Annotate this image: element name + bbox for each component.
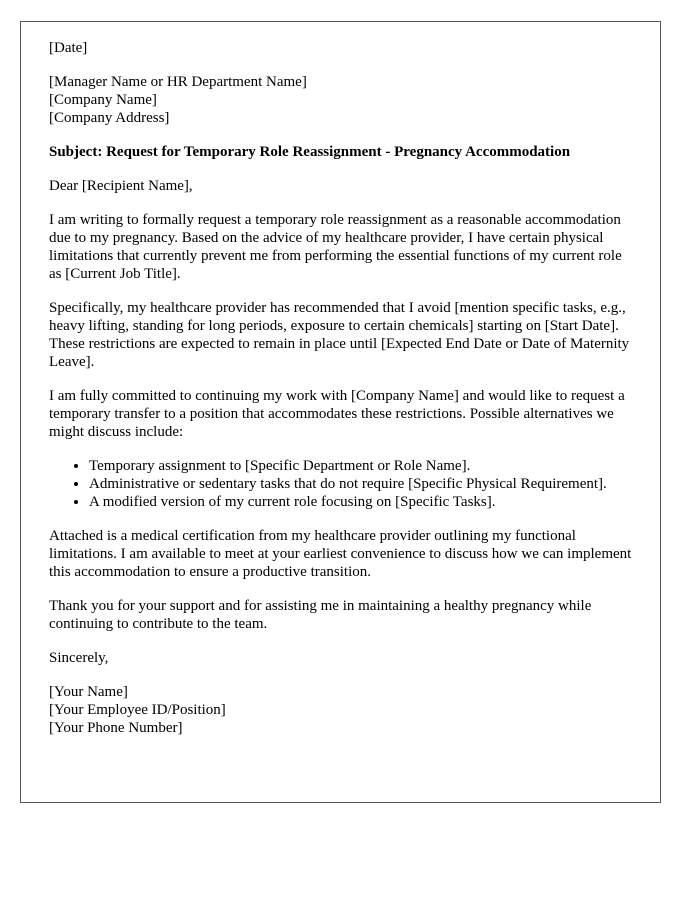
body-paragraph: Specifically, my healthcare provider has recommended that I avoid [mention specific tasks, e.g., heavy lifting, standing for long periods, exposure to certain chemicals] starting on [Start Date]. These restrictions are expected to remain in place until [Expected End Date or Date of Maternity Leave]. (49, 300, 630, 370)
employee-id: [Your Employee ID/Position] (49, 702, 226, 718)
recipient-block (49, 73, 632, 127)
company-name: [Company Name] (49, 92, 157, 108)
recipient-name: [Manager Name or HR Department Name] (49, 74, 307, 90)
subject-line: Subject: Request for Temporary Role Reassignment - Pregnancy Accommodation (49, 144, 571, 160)
list-item: • Administrative or sedentary tasks that do not require [Specific Physical Requirement]. (89, 475, 632, 493)
phone-number: [Your Phone Number] (49, 720, 183, 736)
body-paragraph: Attached is a medical certification from my healthcare provider outlining my functional limitations. I am available to meet at your earliest convenience to discuss how we can implement this accommodation to ensure a productive transition. (49, 528, 632, 580)
alternatives-list (49, 457, 632, 511)
signoff: Sincerely, (49, 650, 109, 666)
date: [Date] (49, 40, 88, 56)
company-address: [Company Address] (49, 110, 170, 126)
letter (20, 21, 661, 803)
list-item: • A modified version of my current role focusing on [Specific Tasks]. (89, 493, 632, 511)
body-paragraph: Thank you for your support and for assisting me in maintaining a healthy pregnancy while continuing to contribute to the team. (49, 598, 592, 632)
list-item: • Temporary assignment to [Specific Department or Role Name]. (89, 457, 632, 475)
body-paragraph: I am fully committed to continuing my work with [Company Name] and would like to request a temporary transfer to a position that accommodates these restrictions. Possible alternatives we might discuss include: (49, 388, 625, 440)
your-name: [Your Name] (49, 684, 128, 700)
body-paragraph: I am writing to formally request a temporary role reassignment as a reasonable accommodation due to my pregnancy. Based on the advice of my healthcare provider, I have certain physical limitations that currently prevent me from performing the essential functions of my current role as [Current Job Title]. (49, 212, 622, 282)
salutation: Dear [Recipient Name], (49, 178, 193, 194)
signature-block (49, 683, 632, 737)
